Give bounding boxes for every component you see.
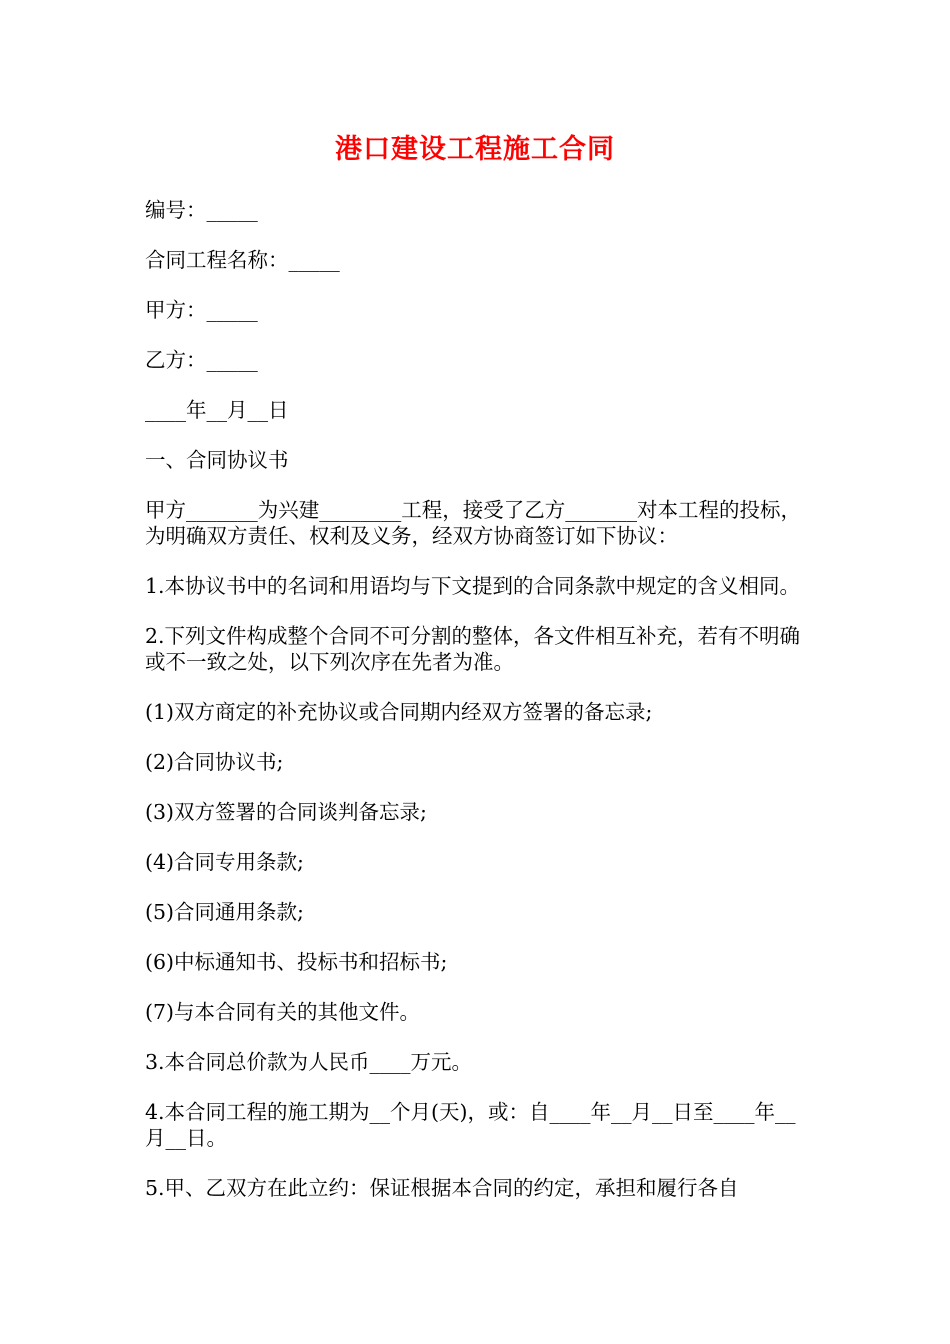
clause-1: 1.本协议书中的名词和用语均与下文提到的合同条款中规定的含义相同。 xyxy=(145,574,801,598)
clause-5: 5.甲、乙双方在此立约：保证根据本合同的约定，承担和履行各自 xyxy=(145,1176,739,1200)
section-heading: 一、合同协议书 xyxy=(145,448,289,472)
document-body xyxy=(145,197,810,1225)
list-item: (6)中标通知书、投标书和招标书; xyxy=(145,950,448,974)
clause-4: 4.本合同工程的施工期为__个月(天)，或：自____年__月__日至____年__月__日。 xyxy=(145,1100,796,1150)
list-item: (1)双方商定的补充协议或合同期内经双方签署的备忘录; xyxy=(145,700,653,724)
field-project-name: 合同工程名称：_____ xyxy=(145,248,340,272)
clause-3: 3.本合同总价款为人民币____万元。 xyxy=(145,1050,473,1074)
field-party-a: 甲方：_____ xyxy=(145,298,258,322)
list-item: (5)合同通用条款; xyxy=(145,900,304,924)
list-item: (4)合同专用条款; xyxy=(145,850,304,874)
field-date: ____年__月__日 xyxy=(145,398,289,422)
paragraph-intro: 甲方_______为兴建________工程，接受了乙方_______对本工程的投标，为明确双方责任、权利及义务，经双方协商签订如下协议： xyxy=(145,498,801,548)
list-item: (3)双方签署的合同谈判备忘录; xyxy=(145,800,427,824)
field-party-b: 乙方：_____ xyxy=(145,348,258,372)
list-item: (7)与本合同有关的其他文件。 xyxy=(145,1000,421,1024)
list-item: (2)合同协议书; xyxy=(145,750,284,774)
document-title: 港口建设工程施工合同 xyxy=(335,134,615,165)
field-contract-number: 编号：_____ xyxy=(145,198,258,222)
clause-2: 2.下列文件构成整个合同不可分割的整体，各文件相互补充，若有不明确或不一致之处，以下列次序在先者为准。 xyxy=(145,624,801,674)
